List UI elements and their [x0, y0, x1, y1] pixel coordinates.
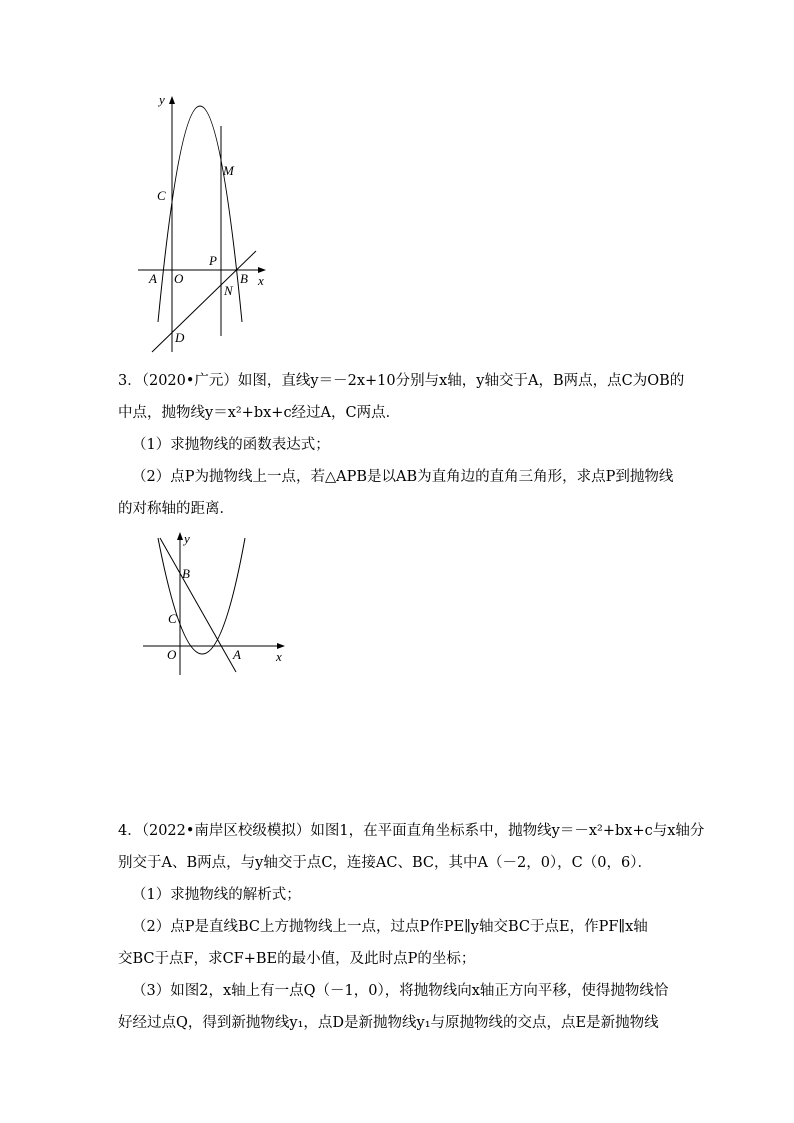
label-a: A: [233, 647, 241, 662]
problem-4-line-6: （3）如图2，x轴上有一点Q（－1，0），将抛物线向x轴正方向平移，使得抛物线恰: [132, 983, 669, 999]
label-x: x: [276, 649, 282, 664]
y-axis-arrow: [169, 96, 175, 104]
problem-3: [118, 365, 685, 525]
problem-4-line-7: 好经过点Q，得到新抛物线y₁，点D是新抛物线y₁与原抛物线的交点，点E是新抛物线: [118, 1015, 659, 1031]
problem-3-line-2: 中点，抛物线y＝x²+bx+c经过A，C两点．: [118, 405, 401, 421]
y-axis-arrow: [177, 532, 183, 540]
problem-3-line-5: 的对称轴的距离．: [118, 501, 234, 517]
problem-4-line-3: （1）求抛物线的解析式；: [132, 887, 301, 903]
label-p: P: [209, 253, 217, 268]
label-o: O: [167, 647, 177, 662]
label-x: x: [258, 273, 264, 288]
label-y: y: [159, 92, 165, 107]
parabola-curve: [158, 538, 245, 654]
label-b: B: [240, 271, 248, 286]
problem-4-line-2: 别交于A、B两点，与y轴交于点C，连接AC、BC，其中A（－2，0），C（0，6）．: [118, 855, 652, 871]
problem-4-line-4: （2）点P是直线BC上方抛物线上一点，过点P作PE∥y轴交BC于点E，作PF∥x轴: [132, 919, 648, 935]
label-m: M: [223, 163, 234, 178]
label-a: A: [149, 271, 157, 286]
problem-4: [118, 815, 705, 1039]
problem-3-line-1: 3．（2020•广元）如图，直线y＝－2x+10分别与x轴，y轴交于A，B两点，点C为OB的: [118, 373, 685, 389]
figure-parabola-mn: [130, 90, 280, 355]
label-b: B: [182, 566, 190, 581]
problem-4-line-5: 交BC于点F，求CF+BE的最小值，及此时点P的坐标；: [118, 951, 476, 967]
figure-parabola-abc: [135, 530, 295, 680]
label-y: y: [184, 531, 190, 546]
problem-3-line-4: （2）点P为抛物线上一点，若△APB是以AB为直角边的直角三角形，求点P到抛物线: [132, 469, 674, 485]
label-n: N: [224, 283, 233, 298]
label-d: D: [175, 330, 185, 345]
problem-3-line-3: （1）求抛物线的函数表达式；: [132, 437, 330, 453]
label-c: C: [157, 188, 166, 203]
label-c: C: [168, 611, 177, 626]
label-o: O: [174, 271, 184, 286]
problem-4-line-1: 4．（2022•南岸区校级模拟）如图1，在平面直角坐标系中，抛物线y＝－x²+bx+c与x轴分: [118, 823, 705, 839]
